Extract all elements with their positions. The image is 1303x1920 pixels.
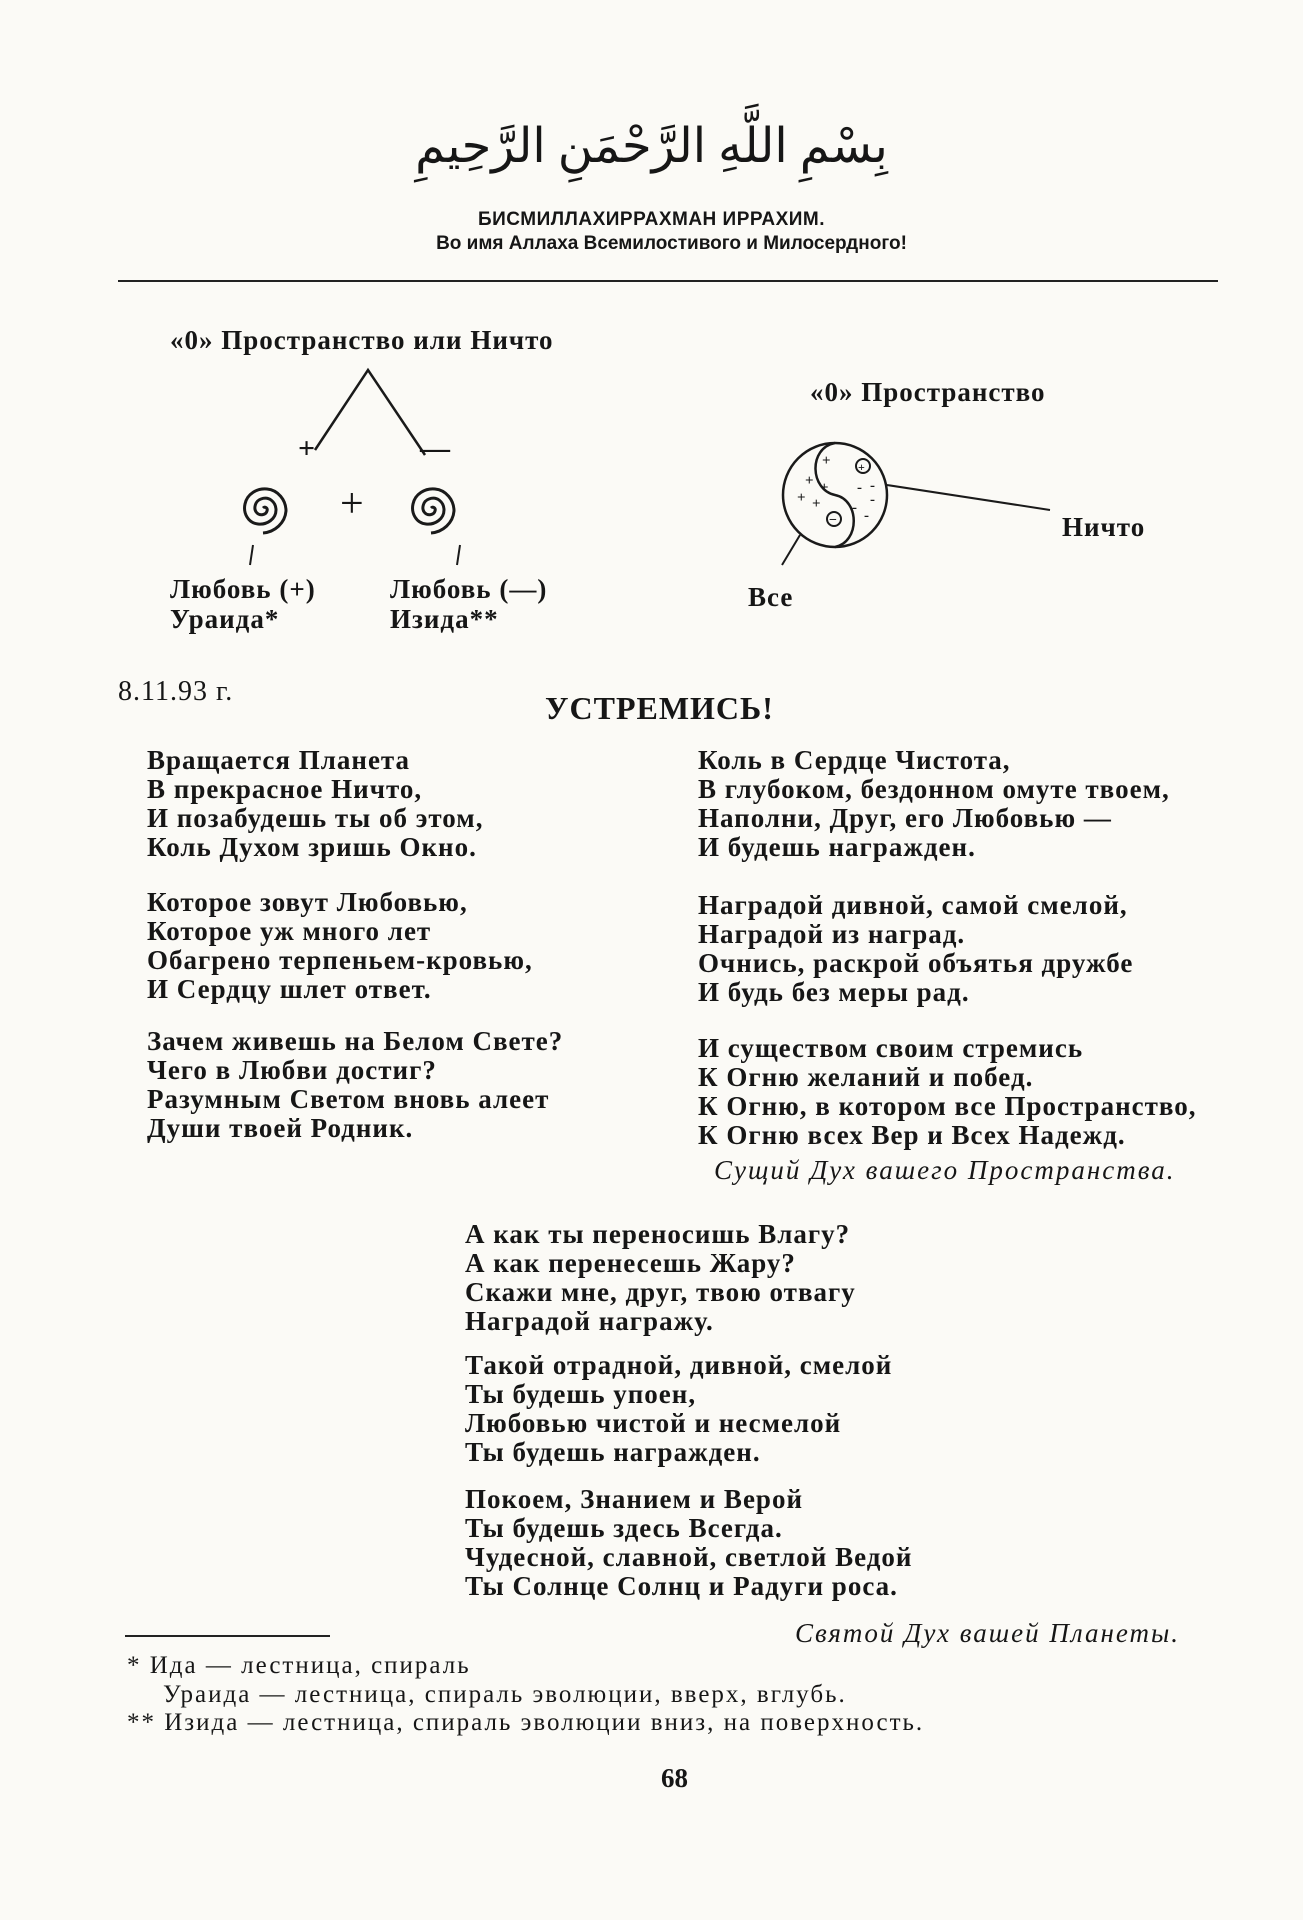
poem-line: И будь без меры рад. bbox=[698, 977, 970, 1007]
center-stanza-3 bbox=[465, 1485, 912, 1601]
left-stanza-2 bbox=[147, 888, 533, 1004]
apex-lines bbox=[315, 370, 425, 455]
right-izida-label: Изида** bbox=[390, 604, 499, 634]
right-stanza-1 bbox=[698, 746, 1170, 862]
header-transliteration: БИСМИЛЛАХИРРАХМАН ИРРАХИМ. bbox=[477, 209, 826, 230]
right-stanza-2 bbox=[698, 891, 1133, 1007]
diagram-right-title: «0» Пространство bbox=[810, 377, 1046, 407]
diagram-minus-sign: — bbox=[420, 432, 450, 465]
yin-yang-icon bbox=[760, 420, 1060, 580]
poem-line: К Огню желаний и побед. bbox=[698, 1062, 1034, 1092]
poem-line: Чудесной, славной, светлой Ведой bbox=[465, 1542, 913, 1572]
poem-line: В прекрасное Ничто, bbox=[147, 774, 423, 804]
svg-text:+: + bbox=[822, 453, 831, 469]
center-stanza-2 bbox=[465, 1351, 892, 1467]
poem-line: Скажи мне, друг, твою отвагу bbox=[465, 1277, 856, 1307]
page-number: 68 bbox=[661, 1763, 688, 1793]
poem-line: Коль Духом зришь Окно. bbox=[147, 832, 477, 862]
poem-line: Наградой из наград. bbox=[698, 919, 966, 949]
poem-line: Наградой награжу. bbox=[465, 1306, 714, 1336]
center-stanza-1 bbox=[465, 1220, 856, 1336]
poem-line: Чего в Любви достиг? bbox=[147, 1055, 437, 1085]
svg-text:-: - bbox=[852, 500, 857, 516]
signature-planet-spirit: Святой Дух вашей Планеты. bbox=[795, 1618, 1181, 1648]
svg-text:+: + bbox=[797, 490, 806, 506]
svg-text:-: - bbox=[857, 480, 862, 496]
poem-line: Покоем, Знанием и Верой bbox=[465, 1484, 803, 1514]
poem-line: Которое зовут Любовью, bbox=[147, 887, 468, 917]
poem-title: УСТРЕМИСЬ! bbox=[545, 690, 774, 726]
svg-text:+: + bbox=[805, 473, 814, 489]
left-stanza-3 bbox=[147, 1027, 563, 1143]
header-rule bbox=[118, 280, 1218, 282]
left-stanza-1 bbox=[147, 746, 483, 862]
poem-line: И позабудешь ты об этом, bbox=[147, 803, 484, 833]
svg-text:-: - bbox=[870, 492, 875, 508]
label-nothing: Ничто bbox=[1062, 512, 1146, 542]
poem-line: А как перенесешь Жару? bbox=[465, 1248, 796, 1278]
footnote-3: ** Изида — лестница, спираль эволюции вниз, на поверхность. bbox=[127, 1709, 925, 1736]
poem-line: В глубоком, бездонном омуте твоем, bbox=[698, 774, 1170, 804]
svg-text:-: - bbox=[864, 508, 869, 524]
center-plus-sign: + bbox=[340, 481, 364, 527]
poem-line: Очнись, раскрой объятья дружбе bbox=[698, 948, 1134, 978]
poem-line: Ты будешь упоен, bbox=[465, 1379, 697, 1409]
poem-line: И существом своим стремись bbox=[698, 1033, 1084, 1063]
poem-date: 8.11.93 г. bbox=[118, 676, 234, 707]
poem-line: Вращается Планета bbox=[147, 745, 411, 775]
right-love-label: Любовь (—) bbox=[390, 574, 548, 604]
svg-text:+: + bbox=[858, 460, 865, 474]
label-all: Все bbox=[748, 582, 794, 612]
poem-line: И будешь награжден. bbox=[698, 832, 976, 862]
header-translation: Во имя Аллаха Всемилостивого и Милосердного! bbox=[436, 233, 907, 254]
poem-line: Ты Солнце Солнц и Радуги роса. bbox=[465, 1571, 898, 1601]
poem-line: Любовью чистой и несмелой bbox=[465, 1408, 842, 1438]
poem-line: Наградой дивной, самой смелой, bbox=[698, 890, 1128, 920]
footnote-rule bbox=[125, 1635, 330, 1637]
diagram-plus-sign: + bbox=[298, 432, 316, 465]
spiral-right-icon bbox=[398, 475, 464, 541]
poem-line: Разумным Светом вновь алеет bbox=[147, 1084, 550, 1114]
poem-line: Зачем живешь на Белом Свете? bbox=[147, 1026, 564, 1056]
poem-line: К Огню всех Вер и Всех Надежд. bbox=[698, 1120, 1126, 1150]
poem-line: Которое уж много лет bbox=[147, 916, 432, 946]
arabic-calligraphy: بِسْمِ اللَّهِ الرَّحْمَنِ الرَّحِيمِ bbox=[415, 120, 888, 173]
footnote-2: Ураида — лестница, спираль эволюции, вверх, вглубь. bbox=[163, 1681, 847, 1708]
right-tick bbox=[457, 545, 460, 565]
left-uraida-label: Ураида* bbox=[170, 604, 280, 634]
diagram-left-title: «0» Пространство или Ничто bbox=[170, 325, 554, 355]
poem-line: И Сердцу шлет ответ. bbox=[147, 974, 432, 1004]
poem-line: Обагрено терпеньем-кровью, bbox=[147, 945, 533, 975]
poem-line: Такой отрадной, дивной, смелой bbox=[465, 1350, 893, 1380]
poem-line: Ты будешь здесь Всегда. bbox=[465, 1513, 783, 1543]
svg-text:+: + bbox=[820, 480, 829, 496]
poem-line: К Огню, в котором все Пространство, bbox=[698, 1091, 1197, 1121]
signature-space-spirit: Сущий Дух вашего Пространства. bbox=[714, 1155, 1176, 1185]
right-stanza-3 bbox=[698, 1034, 1197, 1150]
svg-text:−: − bbox=[829, 513, 837, 528]
left-tick bbox=[250, 545, 253, 565]
svg-text:+: + bbox=[812, 496, 821, 512]
spiral-left-icon bbox=[230, 475, 296, 541]
poem-line: Души твоей Родник. bbox=[147, 1113, 414, 1143]
svg-text:-: - bbox=[870, 478, 875, 494]
poem-line: Коль в Сердце Чистота, bbox=[698, 745, 1011, 775]
footnote-1: * Ида — лестница, спираль bbox=[127, 1652, 471, 1679]
poem-line: Наполни, Друг, его Любовью — bbox=[698, 803, 1112, 833]
poem-line: А как ты переносишь Влагу? bbox=[465, 1219, 851, 1249]
poem-line: Ты будешь награжден. bbox=[465, 1437, 761, 1467]
left-love-label: Любовь (+) bbox=[170, 574, 316, 604]
